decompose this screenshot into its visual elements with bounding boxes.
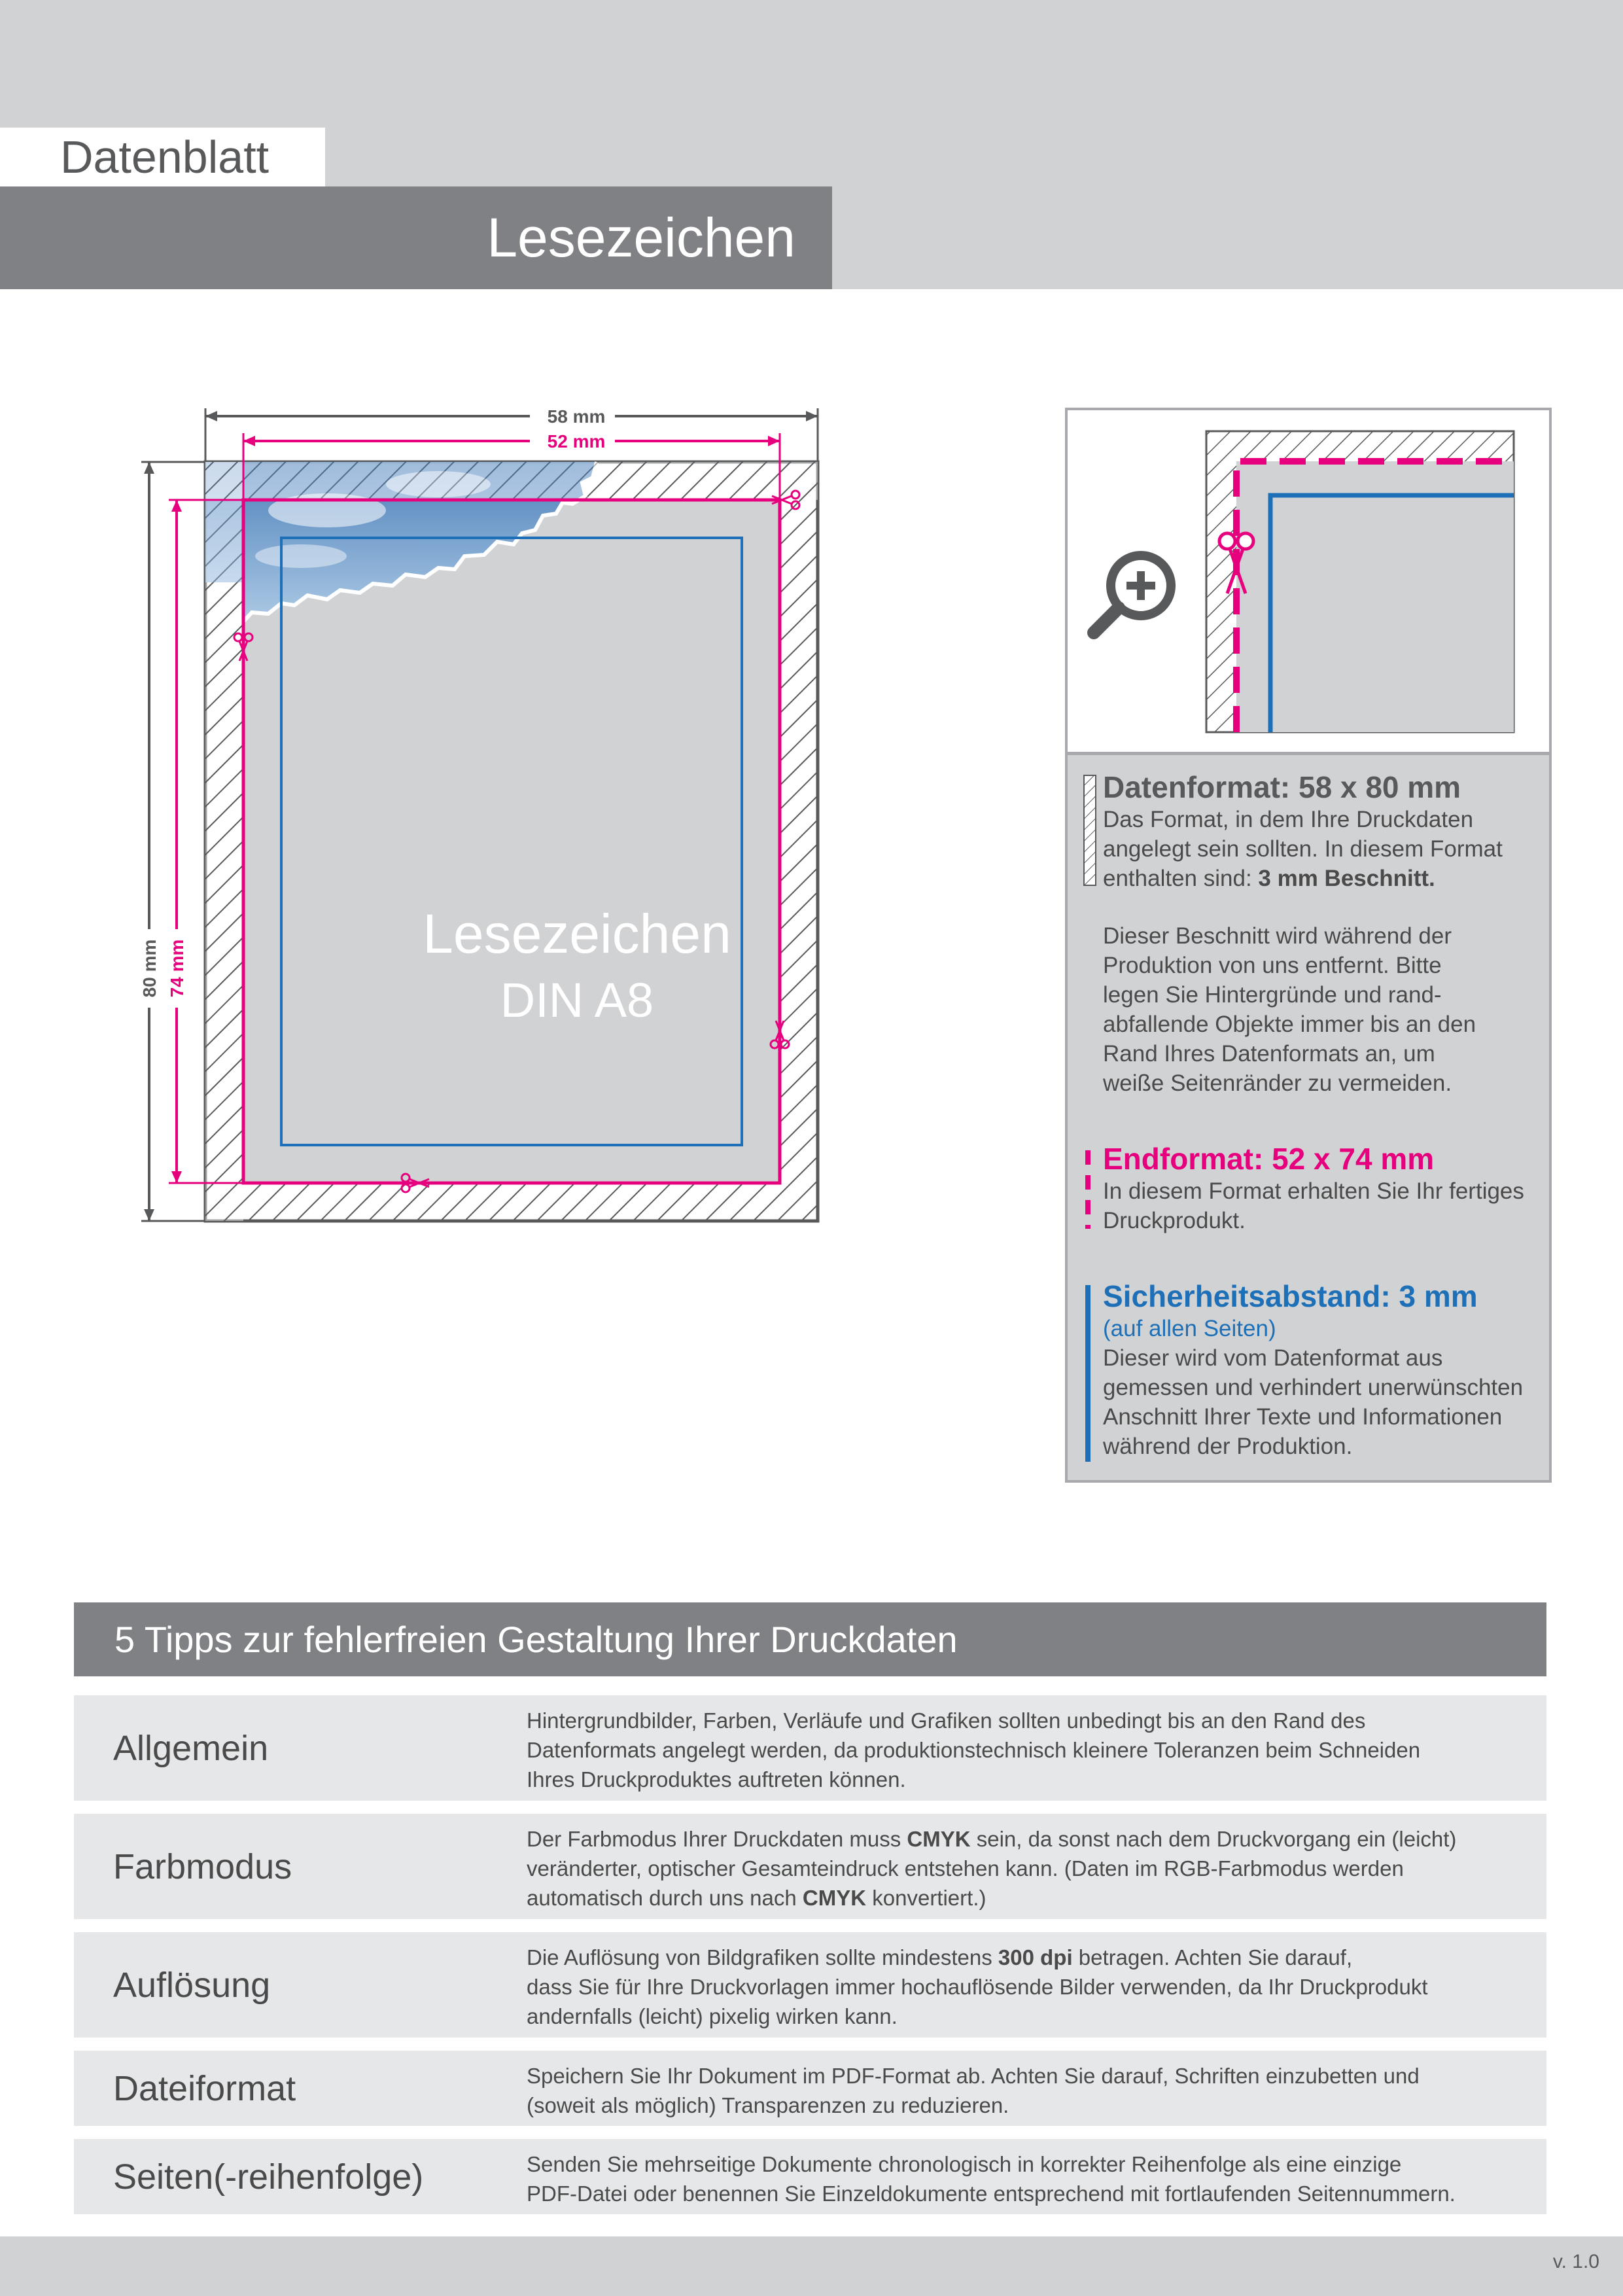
tip-text: Die Auflösung von Bildgrafiken sollte mindestens 300 dpi betragen. Achten Sie darauf, dass Sie für Ihre Druckvorlagen immer hochauflösende Bilder verwenden, da Ihr Druckprodukt andernfalls (leicht) pixelig wirken kann. bbox=[527, 1945, 1428, 2028]
end-format-section: Endformat: 52 x 74 mm In diesem Format erhalten Sie Ihr fertiges Druckprodukt. bbox=[1103, 1141, 1548, 1235]
data-format-text-1: Das Format, in dem Ihre Druckdaten bbox=[1103, 807, 1474, 832]
tip-label: Auflösung bbox=[113, 1965, 271, 2005]
data-format-text-3: enthalten sind: 3 mm Beschnitt. bbox=[1103, 866, 1435, 891]
product-format: DIN A8 bbox=[500, 973, 654, 1027]
tip-row-seiten bbox=[74, 2139, 1546, 2214]
safety-section: Sicherheitsabstand: 3 mm (auf allen Seiten) Dieser wird vom Datenformat aus gemessen und verhindert unerwünschten Anschnitt Ihrer Texte und Informationen während der Produktion. bbox=[1103, 1279, 1548, 1461]
data-format-text-2: angelegt sein sollten. In diesem Format bbox=[1103, 836, 1503, 862]
tip-text: Hintergrundbilder, Farben, Verläufe und Grafiken sollten unbedingt bis an den Rand des Datenformats angelegt werden, da produktionstechnisch kleinere Toleranzen beim Schneiden Ihres Druckproduktes auftreten können. bbox=[527, 1708, 1421, 1792]
safety-title: Sicherheitsabstand: 3 mm bbox=[1103, 1279, 1478, 1313]
height-label-inner: 74 mm bbox=[167, 939, 187, 998]
data-format-section bbox=[1103, 769, 1548, 893]
width-label-inner: 52 mm bbox=[547, 431, 606, 451]
data-format-title: Datenformat: 58 x 80 mm bbox=[1103, 770, 1461, 804]
document-type-label: Datenblatt bbox=[0, 128, 325, 186]
tip-label: Seiten(-reihenfolge) bbox=[113, 2157, 424, 2197]
tip-row-allgemein bbox=[74, 1695, 1546, 1801]
tip-row-aufloesung bbox=[74, 1932, 1546, 2038]
zoom-in-icon bbox=[1094, 556, 1171, 633]
tip-text: Der Farbmodus Ihrer Druckdaten muss CMYK sein, da sonst nach dem Druckvorgang ein (leicht) veränderter, optischer Gesamteindruck entstehen kann. (Daten im RGB-Farbmodus werden automatisch durch uns nach CMYK konvertiert.) bbox=[527, 1827, 1457, 1910]
version-label: v. 1.0 bbox=[1552, 2251, 1599, 2272]
page-title: Lesezeichen bbox=[0, 186, 832, 289]
zoom-detail-graphic bbox=[1068, 410, 1549, 752]
format-diagram bbox=[131, 399, 981, 1505]
width-label-outer: 58 mm bbox=[547, 406, 606, 427]
height-label-outer: 80 mm bbox=[139, 939, 160, 998]
safety-subtitle: (auf allen Seiten) bbox=[1103, 1316, 1276, 1341]
tip-row-dateiformat bbox=[74, 2051, 1546, 2126]
product-name: Lesezeichen bbox=[423, 903, 731, 964]
tip-row-farbmodus bbox=[74, 1814, 1546, 1919]
tip-label: Allgemein bbox=[113, 1728, 269, 1768]
tips-header: 5 Tipps zur fehlerfreien Gestaltung Ihrer Druckdaten bbox=[74, 1602, 1546, 1676]
safety-marker bbox=[1085, 1285, 1091, 1462]
end-format-title: Endformat: 52 x 74 mm bbox=[1103, 1142, 1435, 1176]
tip-text: Speichern Sie Ihr Dokument im PDF-Format ab. Achten Sie darauf, Schriften einzubetten und (soweit als möglich) Transparenzen zu reduzieren. bbox=[527, 2064, 1420, 2117]
bleed-explanation: Dieser Beschnitt wird während der Produktion von uns entfernt. Bitte legen Sie Hintergründe und rand- abfallende Objekte immer bis an den Rand Ihres Datenformats an, um weiße Seitenränder zu vermeiden. bbox=[1103, 923, 1476, 1096]
trim-marker bbox=[1085, 1150, 1091, 1229]
footer-band bbox=[0, 2236, 1623, 2296]
tip-label: Dateiformat bbox=[113, 2068, 296, 2108]
tip-label: Farbmodus bbox=[113, 1846, 292, 1886]
format-info-panel bbox=[1065, 752, 1552, 1483]
zoom-detail-panel bbox=[1065, 408, 1552, 754]
tip-text: Senden Sie mehrseitige Dokumente chronologisch in korrekter Reihenfolge als eine einzige PDF-Datei oder benennen Sie Einzeldokumente entsprechend mit fortlaufenden Seitennummern. bbox=[527, 2152, 1456, 2206]
bleed-marker bbox=[1083, 775, 1096, 886]
trim-area bbox=[243, 500, 780, 1183]
